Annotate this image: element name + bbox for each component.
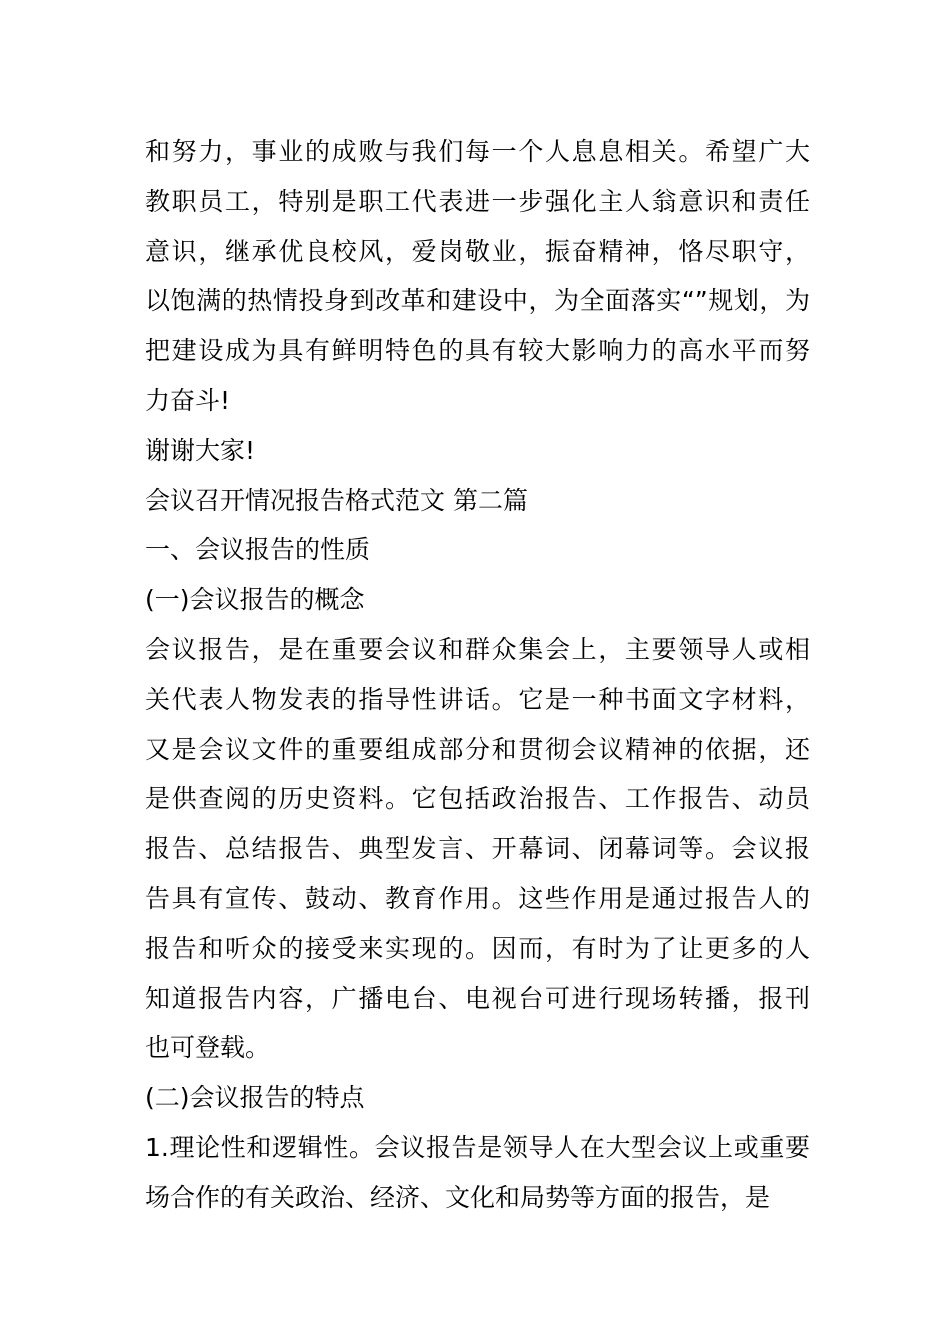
text-line: 和努力，事业的成败与我们每一个人息息相关。希望广大 [145, 137, 810, 166]
section-heading: 一、会议报告的性质 [145, 535, 371, 565]
text-line: 关代表人物发表的指导性讲话。它是一种书面文字材料， [145, 684, 810, 714]
text-line: 意识，继承优良校风，爱岗敬业，振奋精神，恪尽职守， [145, 236, 810, 266]
thanks-line: 谢谢大家! [145, 435, 256, 465]
article-title: 会议召开情况报告格式范文 第二篇 [145, 485, 528, 515]
text-line: 报告和听众的接受来实现的。因而，有时为了让更多的人 [145, 933, 810, 963]
feature-paragraph [145, 1123, 810, 1223]
text-line: 力奋斗! [145, 385, 231, 415]
concept-paragraph [145, 625, 810, 1073]
text-line: 教职员工，特别是职工代表进一步强化主人翁意识和责任 [145, 186, 810, 216]
subsection-heading-concept: (一)会议报告的概念 [145, 585, 365, 615]
text-line: 知道报告内容，广播电台、电视台可进行现场转播，报刊 [145, 983, 810, 1013]
text-line: 报告、总结报告、典型发言、开幕词、闭幕词等。会议报 [145, 834, 810, 864]
text-line: 把建设成为具有鲜明特色的具有较大影响力的高水平而努 [145, 336, 810, 366]
text-line: 场合作的有关政治、经济、文化和局势等方面的报告，是 [145, 1182, 771, 1212]
subsection-heading-features: (二)会议报告的特点 [145, 1083, 365, 1113]
text-line: 是供查阅的历史资料。它包括政治报告、工作报告、动员 [145, 784, 810, 814]
document-body [145, 127, 810, 1223]
text-line: 也可登载。 [145, 1033, 271, 1063]
text-line: 又是会议文件的重要组成部分和贯彻会议精神的依据，还 [145, 734, 810, 764]
text-line: 会议报告，是在重要会议和群众集会上，主要领导人或相 [145, 634, 810, 664]
text-line: 告具有宣传、鼓动、教育作用。这些作用是通过报告人的 [145, 883, 810, 913]
text-line: 以饱满的热情投身到改革和建设中，为全面落实“”规划，为 [145, 286, 810, 316]
closing-paragraph [145, 127, 810, 426]
text-line: 1.理论性和逻辑性。会议报告是领导人在大型会议上或重要 [145, 1132, 810, 1162]
